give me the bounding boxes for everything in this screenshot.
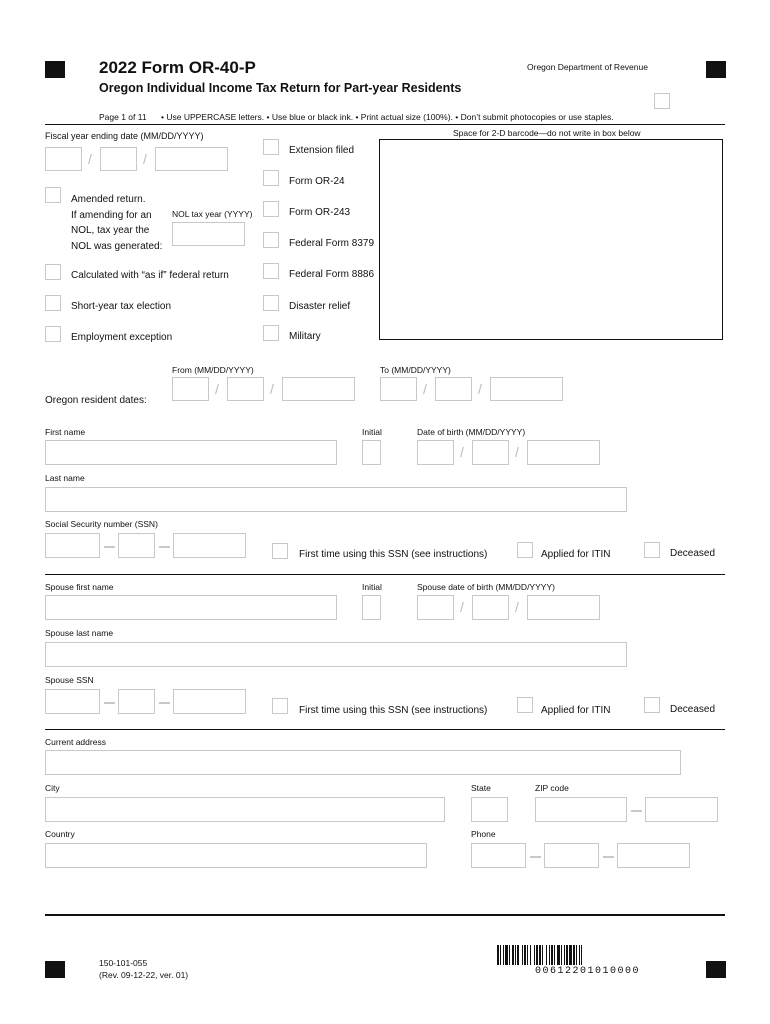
zip-part2[interactable] (645, 797, 718, 822)
resident-from-year[interactable] (282, 377, 355, 401)
date-separator: / (515, 444, 519, 460)
f8886-checkbox[interactable] (263, 263, 279, 279)
barcode-space-label: Space for 2-D barcode—do not write in box below (453, 128, 641, 138)
ssn-dash (159, 546, 170, 548)
phone-dash (603, 856, 614, 858)
zip-label: ZIP code (535, 783, 569, 793)
as-if-label: Calculated with “as if” federal return (71, 270, 229, 281)
spouse-ssn-part1[interactable] (45, 689, 100, 714)
resident-from-day[interactable] (227, 377, 264, 401)
fiscal-year-label: Fiscal year ending date (MM/DD/YYYY) (45, 131, 204, 141)
phone-line[interactable] (617, 843, 690, 868)
last-name-label: Last name (45, 473, 85, 483)
barcode-bar (536, 945, 538, 965)
spouse-first-time-ssn-checkbox[interactable] (272, 698, 288, 714)
spouse-deceased-label: Deceased (670, 704, 716, 715)
page-number: Page 1 of 11 (99, 112, 147, 122)
spouse-ssn-label: Spouse SSN (45, 675, 94, 685)
phone-area-code[interactable] (471, 843, 526, 868)
resident-to-month[interactable] (380, 377, 417, 401)
as-if-checkbox[interactable] (45, 264, 61, 280)
barcode-bar (500, 945, 501, 965)
resident-to-label: To (MM/DD/YYYY) (380, 365, 451, 375)
extension-checkbox[interactable] (263, 139, 279, 155)
country-field[interactable] (45, 843, 427, 868)
resident-from-month[interactable] (172, 377, 209, 401)
city-field[interactable] (45, 797, 445, 822)
barcode-bar (566, 945, 568, 965)
barcode-bar (522, 945, 523, 965)
date-separator: / (88, 151, 92, 167)
current-address-label: Current address (45, 737, 106, 747)
header-checkbox[interactable] (654, 93, 670, 109)
revision-text: (Rev. 09-12-22, ver. 01) (99, 970, 189, 980)
resident-to-year[interactable] (490, 377, 563, 401)
spouse-last-name-field[interactable] (45, 642, 627, 667)
disaster-label: Disaster relief (289, 301, 351, 312)
barcode-bar (569, 945, 572, 965)
ssn-part2[interactable] (118, 533, 155, 558)
spouse-initial-field[interactable] (362, 595, 381, 620)
ssn-part1[interactable] (45, 533, 100, 558)
barcode-bar (551, 945, 553, 965)
barcode-bar (509, 945, 510, 965)
deceased-checkbox[interactable] (644, 542, 660, 558)
date-separator: / (460, 444, 464, 460)
date-separator: / (478, 381, 482, 397)
barcode-bar (554, 945, 555, 965)
fiscal-day-field[interactable] (100, 147, 137, 171)
spouse-last-name-label: Spouse last name (45, 628, 114, 638)
short-year-checkbox[interactable] (45, 295, 61, 311)
or243-checkbox[interactable] (263, 201, 279, 217)
ssn-dash (104, 546, 115, 548)
spouse-deceased-checkbox[interactable] (644, 697, 660, 713)
barcode-bar (546, 945, 547, 965)
barcode (497, 945, 670, 965)
first-name-field[interactable] (45, 440, 337, 465)
barcode-bar (573, 945, 575, 965)
first-time-ssn-label: First time using this SSN (see instructions) (299, 549, 488, 560)
state-field[interactable] (471, 797, 508, 822)
barcode-bar (557, 945, 560, 965)
spouse-first-name-label: Spouse first name (45, 582, 114, 592)
first-name-label: First name (45, 427, 86, 437)
agency-name: Oregon Department of Revenue (527, 62, 648, 72)
resident-dates-label: Oregon resident dates: (45, 395, 147, 406)
barcode-area (379, 139, 723, 340)
deceased-label: Deceased (670, 548, 716, 559)
disaster-checkbox[interactable] (263, 295, 279, 311)
barcode-bar (542, 945, 543, 965)
spouse-ssn-part3[interactable] (173, 689, 246, 714)
nol-year-field[interactable] (172, 222, 245, 246)
initial-label: Initial (362, 427, 382, 437)
f8379-checkbox[interactable] (263, 232, 279, 248)
barcode-bar (497, 945, 499, 965)
spouse-dob-year[interactable] (527, 595, 600, 620)
f8886-label: Federal Form 8886 (289, 269, 375, 280)
state-label: State (471, 783, 491, 793)
zip-part1[interactable] (535, 797, 627, 822)
barcode-bar (576, 945, 577, 965)
date-separator: / (423, 381, 427, 397)
amended-checkbox[interactable] (45, 187, 61, 203)
ssn-part3[interactable] (173, 533, 246, 558)
spouse-dob-month[interactable] (417, 595, 454, 620)
military-checkbox[interactable] (263, 325, 279, 341)
barcode-number: 00612201010000 (535, 966, 641, 977)
spouse-dob-label: Spouse date of birth (MM/DD/YYYY) (417, 582, 555, 592)
or24-label: Form OR-24 (289, 176, 345, 187)
short-year-label: Short-year tax election (71, 301, 172, 312)
barcode-bar (561, 945, 562, 965)
date-separator: / (215, 381, 219, 397)
barcode-bar (517, 945, 519, 965)
registration-mark (45, 61, 65, 78)
or24-checkbox[interactable] (263, 170, 279, 186)
barcode-bar (524, 945, 526, 965)
dob-year[interactable] (527, 440, 600, 465)
phone-dash (530, 856, 541, 858)
spouse-itin-label: Applied for ITIN (541, 705, 611, 716)
fiscal-month-field[interactable] (45, 147, 82, 171)
instructions-text: • Use UPPERCASE letters. • Use blue or black ink. • Print actual size (100%). • Don’t submit photocopies or use staples. (161, 112, 614, 122)
ssn-dash (104, 702, 115, 704)
date-separator: / (143, 151, 147, 167)
barcode-bar (581, 945, 582, 965)
employment-label: Employment exception (71, 332, 173, 343)
military-label: Military (289, 331, 321, 342)
country-label: Country (45, 829, 75, 839)
registration-mark (45, 961, 65, 978)
form-title: 2022 Form OR-40-P (99, 58, 256, 77)
phone-prefix[interactable] (544, 843, 599, 868)
f8379-label: Federal Form 8379 (289, 238, 375, 249)
spouse-first-name-field[interactable] (45, 595, 337, 620)
itin-checkbox[interactable] (517, 542, 533, 558)
dob-label: Date of birth (MM/DD/YYYY) (417, 427, 526, 437)
barcode-bar (530, 945, 531, 965)
spouse-ssn-part2[interactable] (118, 689, 155, 714)
registration-mark (706, 61, 726, 78)
barcode-bar (579, 945, 580, 965)
city-label: City (45, 783, 60, 793)
barcode-bar (515, 945, 516, 965)
section-divider (45, 574, 725, 575)
barcode-bar (539, 945, 541, 965)
dob-day[interactable] (472, 440, 509, 465)
spouse-initial-label: Initial (362, 582, 382, 592)
date-separator: / (515, 599, 519, 615)
employment-checkbox[interactable] (45, 326, 61, 342)
date-separator: / (460, 599, 464, 615)
barcode-bar (503, 945, 504, 965)
barcode-bar (512, 945, 514, 965)
fiscal-year-field[interactable] (155, 147, 228, 171)
last-name-field[interactable] (45, 487, 627, 512)
phone-label: Phone (471, 829, 496, 839)
ssn-dash (159, 702, 170, 704)
spouse-dob-day[interactable] (472, 595, 509, 620)
first-time-ssn-checkbox[interactable] (272, 543, 288, 559)
barcode-bar (527, 945, 528, 965)
resident-from-label: From (MM/DD/YYYY) (172, 365, 254, 375)
resident-to-day[interactable] (435, 377, 472, 401)
spouse-itin-checkbox[interactable] (517, 697, 533, 713)
spouse-first-time-ssn-label: First time using this SSN (see instructions) (299, 705, 488, 716)
nol-year-label: NOL tax year (YYYY) (172, 209, 253, 219)
ssn-label: Social Security number (SSN) (45, 519, 158, 529)
form-number: 150-101-055 (99, 958, 148, 968)
barcode-bar (549, 945, 550, 965)
zip-dash (631, 810, 642, 812)
footer-rule (45, 914, 725, 916)
amended-label: Amended return. If amending for an NOL, tax year the NOL was generated: (71, 194, 163, 252)
current-address-field[interactable] (45, 750, 681, 775)
itin-label: Applied for ITIN (541, 549, 611, 560)
barcode-bar (564, 945, 565, 965)
barcode-bar (534, 945, 535, 965)
initial-field[interactable] (362, 440, 381, 465)
dob-month[interactable] (417, 440, 454, 465)
date-separator: / (270, 381, 274, 397)
section-divider (45, 729, 725, 730)
or243-label: Form OR-243 (289, 207, 351, 218)
registration-mark (706, 961, 726, 978)
barcode-bar (505, 945, 508, 965)
extension-label: Extension filed (289, 145, 355, 156)
header-rule (45, 124, 725, 125)
form-subtitle: Oregon Individual Income Tax Return for Part-year Residents (99, 81, 462, 95)
